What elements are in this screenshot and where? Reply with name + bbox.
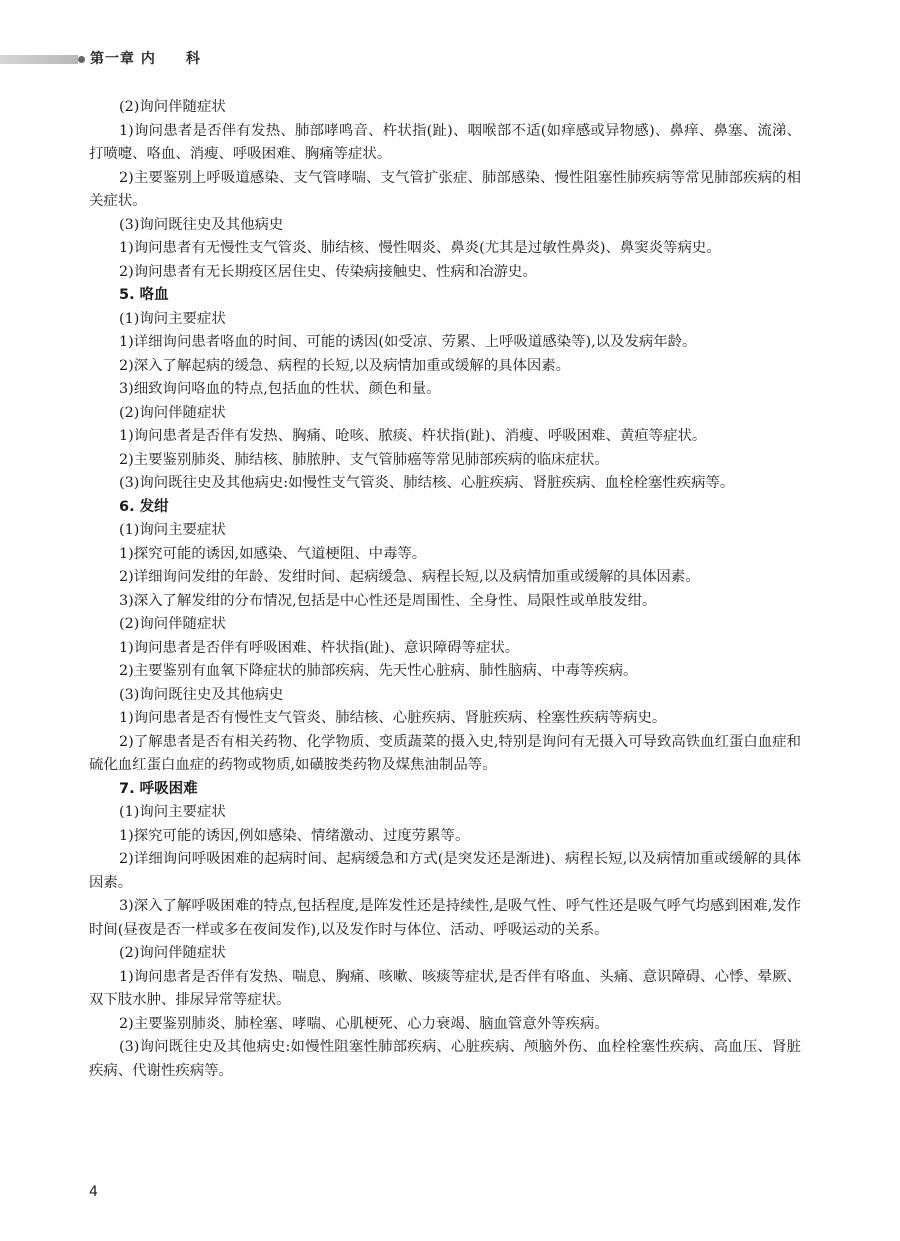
page-number: 4 bbox=[89, 1184, 98, 1200]
paragraph: 3)细致询问咯血的特点,包括血的性状、颜色和量。 bbox=[119, 381, 441, 397]
paragraph: 2)询问患者有无长期疫区居住史、传染病接触史、性病和冶游史。 bbox=[119, 263, 537, 280]
paragraph: (2)询问伴随症状 bbox=[119, 99, 226, 115]
paragraph: 2)主要鉴别上呼吸道感染、支气管哮喘、支气管扩张症、肺部感染、慢性阻塞性肺疾病等常见肺部疾病的相关症状。 bbox=[89, 169, 801, 209]
paragraph: (2)询问伴随症状 bbox=[119, 616, 226, 632]
paragraph: (3)询问既往史及其他病史:如慢性阻塞性肺部疾病、心脏疾病、颅脑外伤、血栓栓塞性疾病、高血压、肾脏疾病、代谢性疾病等。 bbox=[89, 1039, 801, 1079]
paragraph: (3)询问既往史及其他病史 bbox=[119, 216, 284, 233]
paragraph: 2)主要鉴别肺炎、肺栓塞、哮喘、心肌梗死、心力衰竭、脑血管意外等疾病。 bbox=[119, 1015, 609, 1032]
header-decoration-bar bbox=[0, 55, 78, 64]
paragraph: 1)详细询问患者咯血的时间、可能的诱因(如受凉、劳累、上呼吸道感染等),以及发病年龄。 bbox=[119, 334, 697, 350]
paragraph: 1)询问患者是否伴有发热、肺部哮鸣音、杵状指(趾)、咽喉部不适(如痒感或异物感)、鼻痒、鼻塞、流涕、打喷嚏、咯血、消瘦、呼吸困难、胸痛等症状。 bbox=[89, 122, 801, 162]
section-heading: 7. 呼吸困难 bbox=[119, 780, 198, 797]
paragraph: 2)了解患者是否有相关药物、化学物质、变质蔬菜的摄入史,特别是询问有无摄入可导致高铁血红蛋白血症和硫化血红蛋白血症的药物或物质,如磺胺类药物及煤焦油制品等。 bbox=[89, 733, 801, 773]
paragraph: (3)询问既往史及其他病史 bbox=[119, 686, 284, 703]
paragraph: 1)询问患者是否伴有发热、胸痛、呛咳、脓痰、杵状指(趾)、消瘦、呼吸困难、黄疸等症状。 bbox=[119, 428, 707, 444]
paragraph: (1)询问主要症状 bbox=[119, 522, 226, 538]
paragraph: (3)询问既往史及其他病史:如慢性支气管炎、肺结核、心脏疾病、肾脏疾病、血栓栓塞性疾病等。 bbox=[119, 475, 735, 491]
paragraph: 1)询问患者有无慢性支气管炎、肺结核、慢性咽炎、鼻炎(尤其是过敏性鼻炎)、鼻窦炎等病史。 bbox=[119, 240, 721, 256]
chapter-header: 第一章 内 科 bbox=[90, 51, 201, 67]
section-heading: 6. 发绀 bbox=[119, 498, 169, 515]
paragraph: (2)询问伴随症状 bbox=[119, 945, 226, 961]
paragraph: 1)探究可能的诱因,例如感染、情绪激动、过度劳累等。 bbox=[119, 827, 470, 844]
page-body bbox=[89, 96, 801, 1083]
paragraph: 2)主要鉴别有血氧下降症状的肺部疾病、先天性心脏病、肺性脑病、中毒等疾病。 bbox=[119, 663, 638, 679]
paragraph: 3)深入了解呼吸困难的特点,包括程度,是阵发性还是持续性,是吸气性、呼气性还是吸气呼气均感到困难,发作时间(昼夜是否一样或多在夜间发作),以及发作时与体位、活动、呼吸运动的关系。 bbox=[89, 898, 801, 938]
paragraph: (1)询问主要症状 bbox=[119, 310, 226, 327]
paragraph: (1)询问主要症状 bbox=[119, 804, 226, 820]
section-heading: 5. 咯血 bbox=[119, 287, 169, 303]
paragraph: (2)询问伴随症状 bbox=[119, 404, 226, 421]
header-bullet-icon bbox=[78, 56, 85, 63]
paragraph: 1)探究可能的诱因,如感染、气道梗阻、中毒等。 bbox=[119, 545, 427, 562]
paragraph: 3)深入了解发绀的分布情况,包括是中心性还是周围性、全身性、局限性或单肢发绀。 bbox=[119, 592, 657, 609]
paragraph: 2)主要鉴别肺炎、肺结核、肺脓肿、支气管肺癌等常见肺部疾病的临床症状。 bbox=[119, 451, 609, 468]
paragraph: 2)详细询问呼吸困难的起病时间、起病缓急和方式(是突发还是渐进)、病程长短,以及病情加重或缓解的具体因素。 bbox=[89, 851, 801, 891]
paragraph: 2)深入了解起病的缓急、病程的长短,以及病情加重或缓解的具体因素。 bbox=[119, 357, 571, 374]
paragraph: 1)询问患者是否有慢性支气管炎、肺结核、心脏疾病、肾脏疾病、栓塞性疾病等病史。 bbox=[119, 710, 667, 726]
paragraph: 2)详细询问发绀的年龄、发绀时间、起病缓急、病程长短,以及病情加重或缓解的具体因素。 bbox=[119, 569, 700, 585]
paragraph: 1)询问患者是否伴有呼吸困难、杵状指(趾)、意识障碍等症状。 bbox=[119, 639, 520, 656]
paragraph: 1)询问患者是否伴有发热、喘息、胸痛、咳嗽、咳痰等症状,是否伴有咯血、头痛、意识障碍、心悸、晕厥、双下肢水肿、排尿异常等症状。 bbox=[89, 968, 801, 1008]
